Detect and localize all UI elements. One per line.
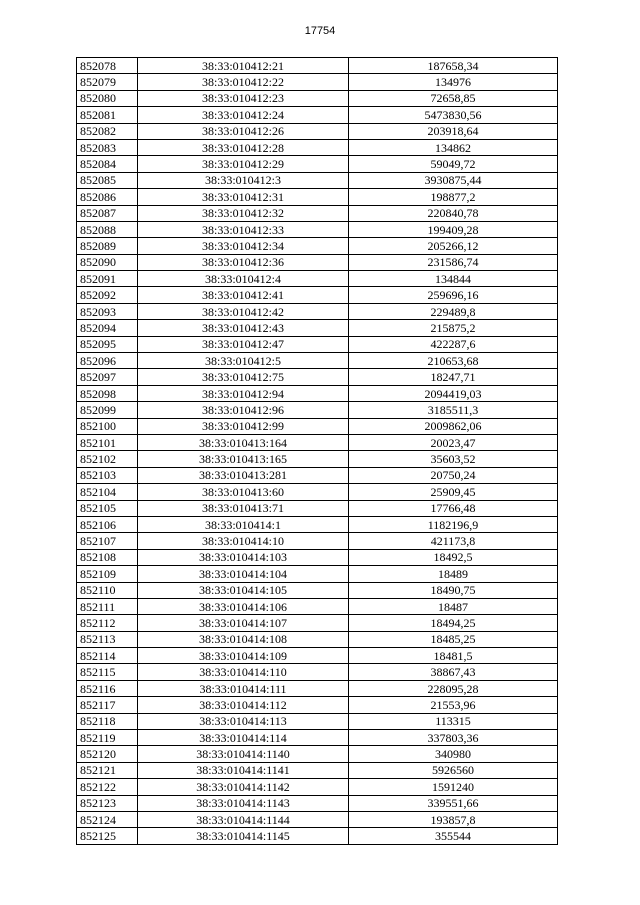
cadastral-value-cell: 231586,74	[349, 254, 558, 270]
row-number-cell: 852092	[77, 287, 138, 303]
cadastral-value-cell: 35603,52	[349, 451, 558, 467]
cadastral-value-cell: 17766,48	[349, 500, 558, 516]
cadastral-value-cell: 340980	[349, 746, 558, 762]
cadastral-value-cell: 1591240	[349, 779, 558, 795]
table-row	[77, 221, 558, 237]
row-number-cell: 852089	[77, 238, 138, 254]
table-row	[77, 533, 558, 549]
cadastral-number-cell: 38:33:010412:28	[138, 139, 349, 155]
table-row	[77, 795, 558, 811]
cadastral-value-cell: 18492,5	[349, 549, 558, 565]
row-number-cell: 852086	[77, 189, 138, 205]
cadastral-value-cell: 205266,12	[349, 238, 558, 254]
table-row	[77, 516, 558, 532]
row-number-cell: 852098	[77, 385, 138, 401]
cadastral-number-cell: 38:33:010414:1	[138, 516, 349, 532]
table-row	[77, 500, 558, 516]
cadastral-value-cell: 18489	[349, 566, 558, 582]
cadastral-value-cell: 199409,28	[349, 221, 558, 237]
cadastral-number-cell: 38:33:010414:113	[138, 713, 349, 729]
cadastral-value-cell: 20750,24	[349, 467, 558, 483]
cadastral-value-cell: 21553,96	[349, 697, 558, 713]
cadastral-number-cell: 38:33:010412:36	[138, 254, 349, 270]
cadastral-value-cell: 18490,75	[349, 582, 558, 598]
cadastral-value-cell: 20023,47	[349, 434, 558, 450]
cadastral-number-cell: 38:33:010412:47	[138, 336, 349, 352]
table-row	[77, 811, 558, 827]
cadastral-number-cell: 38:33:010414:1141	[138, 762, 349, 778]
row-number-cell: 852118	[77, 713, 138, 729]
table-row	[77, 615, 558, 631]
table-row	[77, 566, 558, 582]
cadastral-number-cell: 38:33:010414:106	[138, 598, 349, 614]
cadastral-number-cell: 38:33:010414:1143	[138, 795, 349, 811]
cadastral-number-cell: 38:33:010414:105	[138, 582, 349, 598]
table-row	[77, 156, 558, 172]
cadastral-value-cell: 422287,6	[349, 336, 558, 352]
row-number-cell: 852109	[77, 566, 138, 582]
table-row	[77, 205, 558, 221]
cadastral-value-cell: 1182196,9	[349, 516, 558, 532]
cadastral-value-cell: 215875,2	[349, 320, 558, 336]
cadastral-number-cell: 38:33:010414:111	[138, 680, 349, 696]
cadastral-number-cell: 38:33:010412:4	[138, 271, 349, 287]
cadastral-number-cell: 38:33:010413:281	[138, 467, 349, 483]
cadastral-number-cell: 38:33:010412:32	[138, 205, 349, 221]
row-number-cell: 852094	[77, 320, 138, 336]
row-number-cell: 852116	[77, 680, 138, 696]
cadastral-number-cell: 38:33:010414:1142	[138, 779, 349, 795]
row-number-cell: 852096	[77, 353, 138, 369]
row-number-cell: 852093	[77, 303, 138, 319]
row-number-cell: 852087	[77, 205, 138, 221]
row-number-cell: 852107	[77, 533, 138, 549]
cadastral-value-cell: 18487	[349, 598, 558, 614]
cadastral-number-cell: 38:33:010412:94	[138, 385, 349, 401]
cadastral-value-cell: 134976	[349, 74, 558, 90]
row-number-cell: 852100	[77, 418, 138, 434]
table-row	[77, 582, 558, 598]
row-number-cell: 852099	[77, 402, 138, 418]
cadastral-value-table	[76, 57, 558, 845]
cadastral-value-cell: 198877,2	[349, 189, 558, 205]
cadastral-number-cell: 38:33:010412:75	[138, 369, 349, 385]
cadastral-number-cell: 38:33:010414:1144	[138, 811, 349, 827]
row-number-cell: 852123	[77, 795, 138, 811]
row-number-cell: 852083	[77, 139, 138, 155]
cadastral-value-cell: 25909,45	[349, 484, 558, 500]
cadastral-value-cell: 18481,5	[349, 648, 558, 664]
table-row	[77, 320, 558, 336]
row-number-cell: 852105	[77, 500, 138, 516]
row-number-cell: 852125	[77, 828, 138, 844]
table-row	[77, 369, 558, 385]
cadastral-value-cell: 2094419,03	[349, 385, 558, 401]
table-row	[77, 254, 558, 270]
row-number-cell: 852101	[77, 434, 138, 450]
cadastral-value-cell: 193857,8	[349, 811, 558, 827]
cadastral-number-cell: 38:33:010412:34	[138, 238, 349, 254]
table-row	[77, 713, 558, 729]
table-row	[77, 303, 558, 319]
cadastral-value-cell: 18494,25	[349, 615, 558, 631]
table-row	[77, 418, 558, 434]
table-row	[77, 451, 558, 467]
cadastral-number-cell: 38:33:010412:21	[138, 58, 349, 74]
cadastral-value-cell: 355544	[349, 828, 558, 844]
row-number-cell: 852095	[77, 336, 138, 352]
cadastral-value-cell: 5926560	[349, 762, 558, 778]
table-row	[77, 271, 558, 287]
cadastral-number-cell: 38:33:010413:71	[138, 500, 349, 516]
cadastral-number-cell: 38:33:010412:22	[138, 74, 349, 90]
cadastral-value-cell: 3930875,44	[349, 172, 558, 188]
row-number-cell: 852106	[77, 516, 138, 532]
table-row	[77, 58, 558, 74]
cadastral-number-cell: 38:33:010414:112	[138, 697, 349, 713]
cadastral-number-cell: 38:33:010412:96	[138, 402, 349, 418]
cadastral-number-cell: 38:33:010412:43	[138, 320, 349, 336]
table-row	[77, 648, 558, 664]
row-number-cell: 852091	[77, 271, 138, 287]
row-number-cell: 852084	[77, 156, 138, 172]
row-number-cell: 852122	[77, 779, 138, 795]
row-number-cell: 852108	[77, 549, 138, 565]
row-number-cell: 852104	[77, 484, 138, 500]
cadastral-number-cell: 38:33:010412:41	[138, 287, 349, 303]
row-number-cell: 852117	[77, 697, 138, 713]
table-row	[77, 353, 558, 369]
table-row	[77, 484, 558, 500]
cadastral-number-cell: 38:33:010412:26	[138, 123, 349, 139]
table-row	[77, 434, 558, 450]
cadastral-number-cell: 38:33:010414:108	[138, 631, 349, 647]
table-row	[77, 697, 558, 713]
cadastral-value-cell: 259696,16	[349, 287, 558, 303]
table-row	[77, 631, 558, 647]
cadastral-number-cell: 38:33:010414:1140	[138, 746, 349, 762]
row-number-cell: 852097	[77, 369, 138, 385]
cadastral-number-cell: 38:33:010412:29	[138, 156, 349, 172]
table-row	[77, 730, 558, 746]
cadastral-value-cell: 134844	[349, 271, 558, 287]
cadastral-value-cell: 18485,25	[349, 631, 558, 647]
cadastral-number-cell: 38:33:010414:1145	[138, 828, 349, 844]
table-row	[77, 189, 558, 205]
row-number-cell: 852088	[77, 221, 138, 237]
row-number-cell: 852115	[77, 664, 138, 680]
cadastral-value-cell: 3185511,3	[349, 402, 558, 418]
cadastral-number-cell: 38:33:010414:114	[138, 730, 349, 746]
table-row	[77, 828, 558, 844]
table-row	[77, 74, 558, 90]
cadastral-value-cell: 220840,78	[349, 205, 558, 221]
cadastral-number-cell: 38:33:010412:24	[138, 107, 349, 123]
row-number-cell: 852080	[77, 90, 138, 106]
table-row	[77, 238, 558, 254]
cadastral-number-cell: 38:33:010412:99	[138, 418, 349, 434]
cadastral-number-cell: 38:33:010412:3	[138, 172, 349, 188]
cadastral-value-cell: 203918,64	[349, 123, 558, 139]
cadastral-value-cell: 38867,43	[349, 664, 558, 680]
cadastral-value-cell: 134862	[349, 139, 558, 155]
row-number-cell: 852079	[77, 74, 138, 90]
row-number-cell: 852113	[77, 631, 138, 647]
table-row	[77, 746, 558, 762]
cadastral-value-cell: 59049,72	[349, 156, 558, 172]
row-number-cell: 852082	[77, 123, 138, 139]
table-row	[77, 467, 558, 483]
cadastral-number-cell: 38:33:010413:165	[138, 451, 349, 467]
row-number-cell: 852120	[77, 746, 138, 762]
cadastral-value-cell: 337803,36	[349, 730, 558, 746]
cadastral-value-cell: 5473830,56	[349, 107, 558, 123]
cadastral-number-cell: 38:33:010414:104	[138, 566, 349, 582]
row-number-cell: 852112	[77, 615, 138, 631]
cadastral-number-cell: 38:33:010412:31	[138, 189, 349, 205]
table-row	[77, 762, 558, 778]
cadastral-number-cell: 38:33:010413:164	[138, 434, 349, 450]
cadastral-value-cell: 421173,8	[349, 533, 558, 549]
row-number-cell: 852110	[77, 582, 138, 598]
cadastral-value-cell: 18247,71	[349, 369, 558, 385]
page-number: 17754	[304, 25, 336, 37]
cadastral-value-cell: 229489,8	[349, 303, 558, 319]
table-row	[77, 402, 558, 418]
cadastral-number-cell: 38:33:010412:42	[138, 303, 349, 319]
table-row	[77, 779, 558, 795]
cadastral-value-cell: 72658,85	[349, 90, 558, 106]
table-row	[77, 123, 558, 139]
cadastral-value-cell: 339551,66	[349, 795, 558, 811]
cadastral-number-cell: 38:33:010412:5	[138, 353, 349, 369]
cadastral-value-cell: 113315	[349, 713, 558, 729]
cadastral-number-cell: 38:33:010414:10	[138, 533, 349, 549]
row-number-cell: 852119	[77, 730, 138, 746]
cadastral-value-cell: 187658,34	[349, 58, 558, 74]
cadastral-number-cell: 38:33:010412:33	[138, 221, 349, 237]
row-number-cell: 852102	[77, 451, 138, 467]
row-number-cell: 852090	[77, 254, 138, 270]
table-row	[77, 385, 558, 401]
cadastral-number-cell: 38:33:010414:103	[138, 549, 349, 565]
cadastral-number-cell: 38:33:010414:110	[138, 664, 349, 680]
table-row	[77, 549, 558, 565]
table-row	[77, 287, 558, 303]
row-number-cell: 852078	[77, 58, 138, 74]
table-row	[77, 172, 558, 188]
cadastral-value-cell: 228095,28	[349, 680, 558, 696]
cadastral-number-cell: 38:33:010414:107	[138, 615, 349, 631]
table-row	[77, 598, 558, 614]
cadastral-number-cell: 38:33:010413:60	[138, 484, 349, 500]
cadastral-number-cell: 38:33:010412:23	[138, 90, 349, 106]
row-number-cell: 852121	[77, 762, 138, 778]
row-number-cell: 852085	[77, 172, 138, 188]
row-number-cell: 852111	[77, 598, 138, 614]
table-row	[77, 336, 558, 352]
table-row	[77, 664, 558, 680]
table-body	[77, 58, 558, 845]
table-row	[77, 680, 558, 696]
cadastral-value-cell: 210653,68	[349, 353, 558, 369]
row-number-cell: 852114	[77, 648, 138, 664]
row-number-cell: 852081	[77, 107, 138, 123]
table-row	[77, 139, 558, 155]
row-number-cell: 852103	[77, 467, 138, 483]
table-row	[77, 90, 558, 106]
row-number-cell: 852124	[77, 811, 138, 827]
table-row	[77, 107, 558, 123]
cadastral-number-cell: 38:33:010414:109	[138, 648, 349, 664]
cadastral-value-cell: 2009862,06	[349, 418, 558, 434]
